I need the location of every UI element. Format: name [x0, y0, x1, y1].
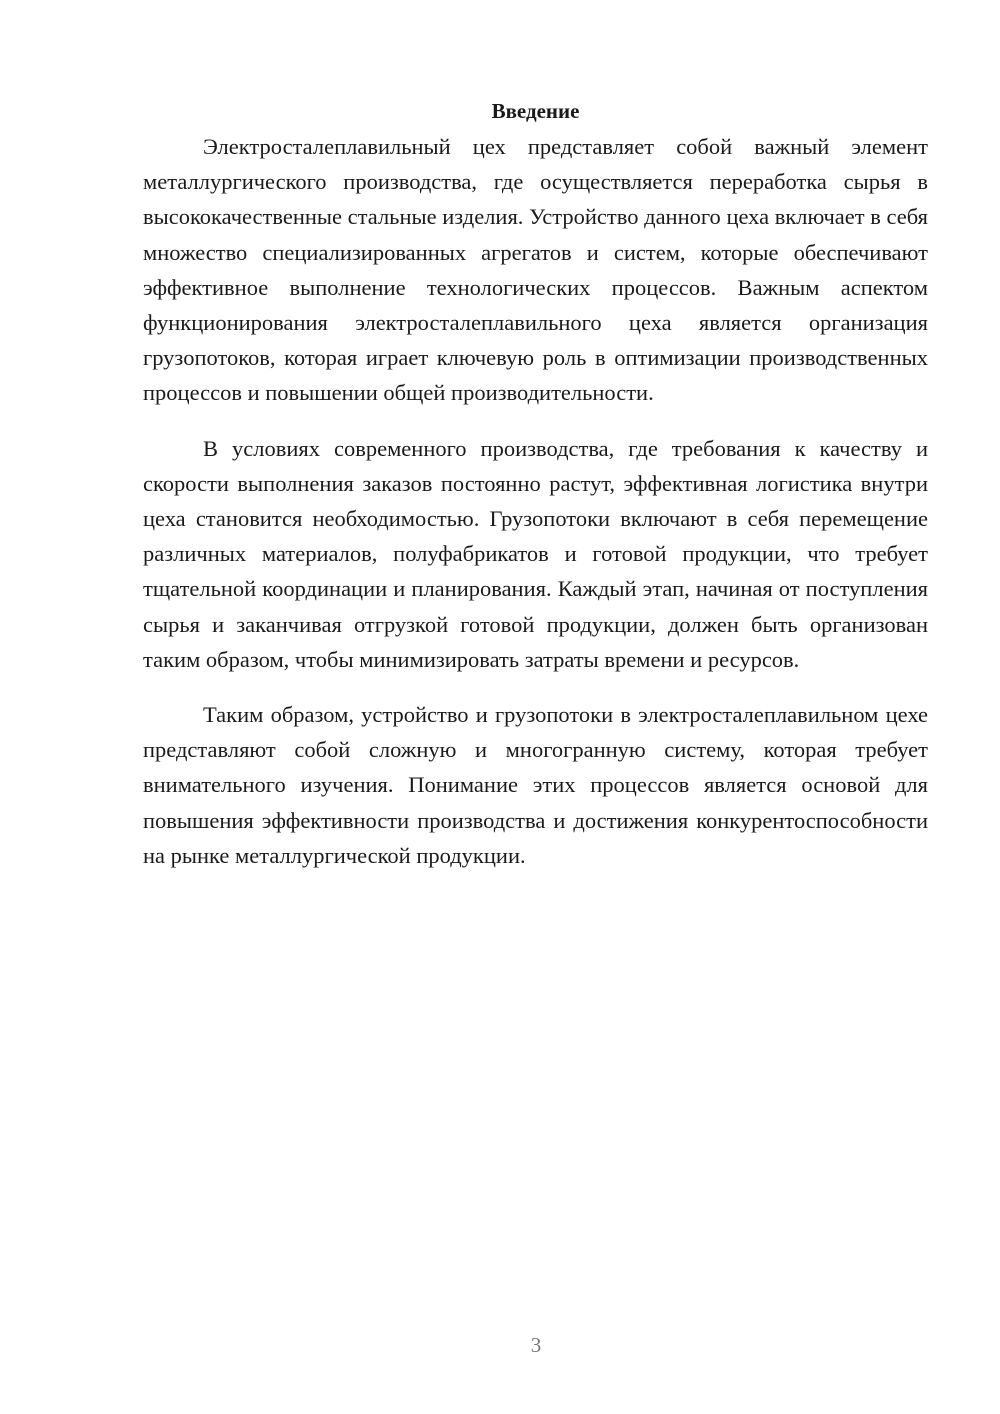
section-title: Введение	[491, 99, 580, 123]
page-number: 3	[530, 1333, 542, 1357]
paragraph-1: Электросталеплавильный цех представляет собой важный элемент металлургического производства, где осуществляется переработка сырья в высококачественные стальные изделия. Устройство данного цеха включает в себя множество специализированных агрегатов и систем, которые обеспечивают эффективное выполнение технологических процессов. Важным аспектом функционирования электросталеплавильного цеха является организация грузопотоков, которая играет ключевую роль в оптимизации производственных процессов и повышении общей производительности.	[143, 134, 928, 406]
page-content	[143, 95, 928, 873]
paragraph-2: В условиях современного производства, где требования к качеству и скорости выполнения заказов постоянно растут, эффективная логистика внутри цеха становится необходимостью. Грузопотоки включают в себя перемещение различных материалов, полуфабрикатов и готовой продукции, что требует тщательной координации и планирования. Каждый этап, начиная от поступления сырья и заканчивая отгрузкой готовой продукции, должен быть организован таким образом, чтобы минимизировать затраты времени и ресурсов.	[143, 435, 928, 672]
paragraph-3: Таким образом, устройство и грузопотоки в электросталеплавильном цехе представляют собой сложную и многогранную систему, которая требует внимательного изучения. Понимание этих процессов является основой для повышения эффективности производства и достижения конкурентоспособности на рынке металлургической продукции.	[143, 702, 928, 868]
